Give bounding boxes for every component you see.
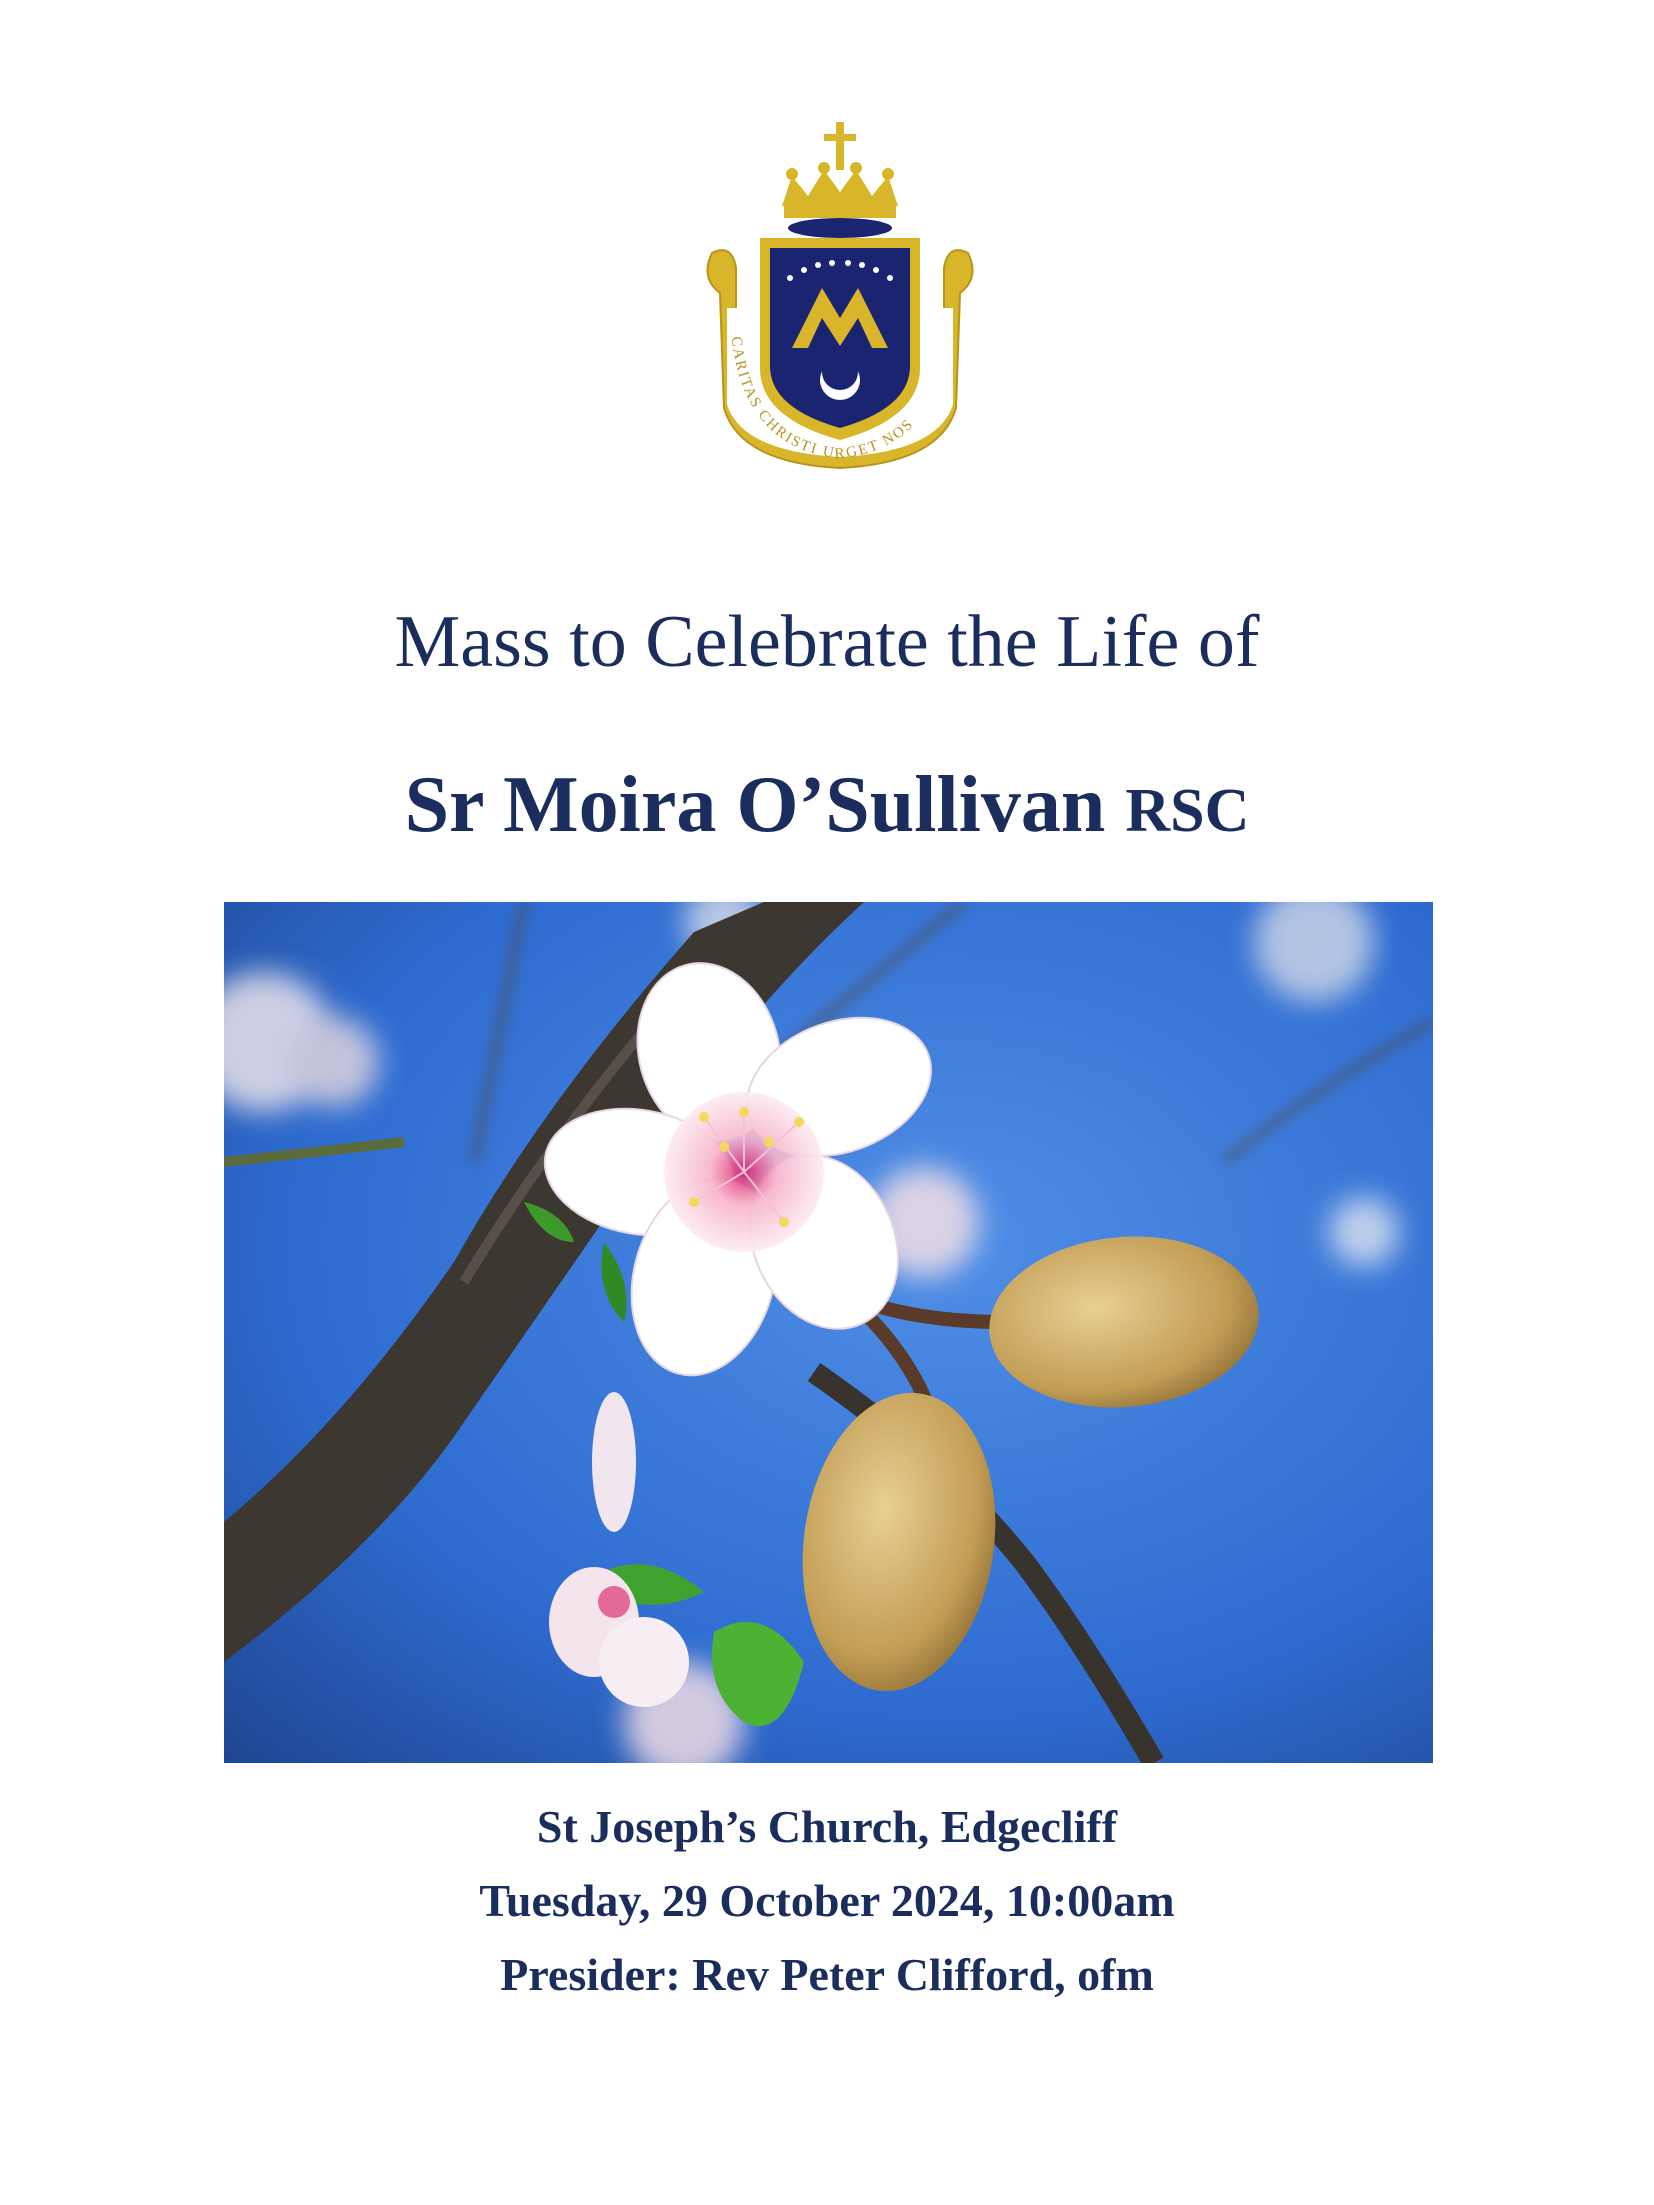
- service-presider: Presider: Rev Peter Clifford, ofm: [500, 1949, 1154, 2000]
- service-datetime: Tuesday, 29 October 2024, 10:00am: [479, 1875, 1175, 1926]
- crest-motto: CARITAS CHRISTI URGET NOS: [727, 335, 918, 463]
- deceased-name-text: Sr Moira O’Sullivan: [404, 761, 1106, 849]
- service-details: [0, 1790, 1654, 2012]
- deceased-name: [0, 760, 1654, 851]
- almond-blossom-photo: [224, 902, 1433, 1763]
- deceased-name-suffix: RSC: [1125, 777, 1250, 845]
- service-location: St Joseph’s Church, Edgecliff: [536, 1801, 1118, 1852]
- mass-title: Mass to Celebrate the Life of: [394, 601, 1260, 683]
- congregation-crest: [700, 118, 980, 488]
